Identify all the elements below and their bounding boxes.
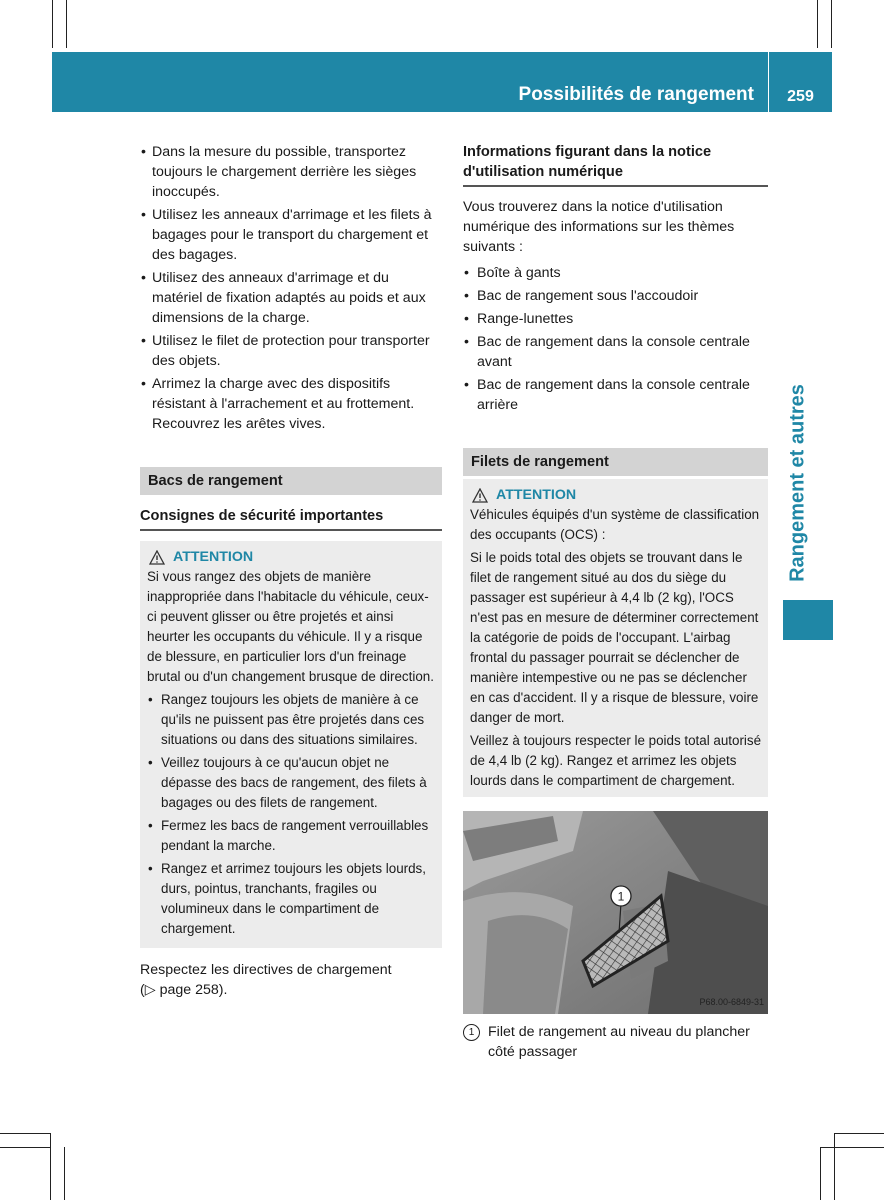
warning-title <box>470 485 762 505</box>
figure-code: P68.00-6849-31 <box>699 997 764 1007</box>
loading-tips-list <box>140 142 442 434</box>
crop-mark <box>0 1133 50 1134</box>
warning-title-text: ATTENTION <box>496 487 577 503</box>
warning-text: Si le poids total des objets se trouvant dans le filet de rangement situé au dos du siège du passager est supérieur à 4,4 lb (2 kg), l'OCS n'est pas en mesure de déterminer correctement la catégorie de poids de l'occupant. L'airbag frontal du passager pourrait se déclencher de manière intempestive ou ne pas se déclencher en cas d'accident. Il y a risque de blessure, voire danger de mort. <box>470 550 759 725</box>
list-item: • Utilisez le filet de protection pour transporter des objets. <box>140 331 442 371</box>
crop-mark <box>820 1147 821 1200</box>
crop-mark <box>834 1133 835 1200</box>
figure-callout: 1 <box>617 889 625 904</box>
crop-mark <box>50 1133 51 1200</box>
section-heading: Bacs de rangement <box>140 467 442 495</box>
chapter-tab-label <box>778 372 818 594</box>
list-item: • Utilisez les anneaux d'arrimage et les filets à bagages pour le transport du chargement et des bagages. <box>140 205 442 265</box>
section-heading: Informations figurant dans la notice d'utilisation numérique <box>463 142 768 187</box>
list-item: • Arrimez la charge avec des dispositifs résistant à l'arrachement et au frottement. Recouvrez les arêtes vives. <box>140 374 442 434</box>
page-number-box <box>769 52 832 112</box>
intro-text: Vous trouverez dans la notice d'utilisation numérique des informations sur les thèmes suivants : <box>463 199 735 255</box>
closing-paragraph <box>140 960 442 1000</box>
left-column <box>140 142 442 1000</box>
warning-text: Véhicules équipés d'un système de classification des occupants (OCS) : <box>470 507 760 542</box>
warning-text: Veillez à toujours respecter le poids total autorisé de 4,4 lb (2 kg). Rangez et arrimez les objets lourds dans le compartiment de chargement. <box>470 733 762 788</box>
list-item: • Bac de rangement dans la console centrale avant <box>463 332 768 372</box>
list-item: • Bac de rangement sous l'accoudoir <box>463 286 768 306</box>
page-number: 259 <box>787 88 814 105</box>
caption-text: Filet de rangement au niveau du plancher côté passager <box>488 1024 750 1060</box>
figure-caption <box>463 1022 768 1062</box>
page-title: Possibilités de rangement <box>518 84 754 105</box>
list-item: • Veillez toujours à ce qu'aucun objet ne dépasse des bacs de rangement, des filets à bagages ou des filets de rangement. <box>147 753 436 813</box>
warning-list <box>147 690 436 939</box>
storage-net-photo <box>463 811 768 1014</box>
crop-mark <box>834 1133 884 1134</box>
page-reference-link[interactable]: (▷ page 258). <box>140 982 228 998</box>
right-column <box>463 142 768 1062</box>
list-item: • Bac de rangement dans la console centrale arrière <box>463 375 768 415</box>
warning-title-text: ATTENTION <box>173 549 254 565</box>
crop-mark <box>817 0 818 48</box>
list-item: • Rangez toujours les objets de manière à ce qu'ils ne puissent pas être projetés dans ces situations ou dans des situations similaires. <box>147 690 436 750</box>
list-item: • Dans la mesure du possible, transportez toujours le chargement derrière les sièges inoccupés. <box>140 142 442 202</box>
list-item: • Utilisez des anneaux d'arrimage et du matériel de fixation adaptés au poids et aux dimensions de la charge. <box>140 268 442 328</box>
warning-title <box>147 547 436 567</box>
list-item: • Boîte à gants <box>463 263 768 283</box>
chapter-tab-text: Rangement et autres <box>786 384 809 582</box>
crop-mark <box>66 0 67 48</box>
warning-text: Si vous rangez des objets de manière inappropriée dans l'habitacle du véhicule, ceux-ci peuvent glisser ou être projetés et ainsi heurter les occupants du véhicule. Il y a risque de blessure, en particulier lors d'un freinage brutal ou d'un changement brusque de direction. <box>147 569 434 684</box>
warning-triangle-icon <box>149 550 165 565</box>
crop-mark <box>64 1147 65 1200</box>
chapter-tab-marker <box>783 600 833 640</box>
list-item: • Range-lunettes <box>463 309 768 329</box>
section-heading: Filets de rangement <box>463 448 768 476</box>
closing-text: Respectez les directives de chargement <box>140 962 392 978</box>
caption-number: 1 <box>463 1024 480 1041</box>
footwell-illustration <box>463 811 768 1014</box>
crop-mark <box>0 1147 50 1148</box>
crop-mark <box>831 0 832 48</box>
subsection-heading: Consignes de sécurité importantes <box>140 506 442 531</box>
crop-mark <box>52 0 53 48</box>
list-item: • Fermez les bacs de rangement verrouillables pendant la marche. <box>147 816 436 856</box>
warning-box <box>140 541 442 948</box>
warning-box <box>463 479 768 797</box>
page-header <box>52 52 768 112</box>
list-item: • Rangez et arrimez toujours les objets lourds, durs, pointus, tranchants, fragiles ou volumineux dans le compartiment de chargement. <box>147 859 436 939</box>
crop-mark <box>820 1147 884 1148</box>
warning-triangle-icon <box>472 488 488 503</box>
topics-list <box>463 263 768 415</box>
